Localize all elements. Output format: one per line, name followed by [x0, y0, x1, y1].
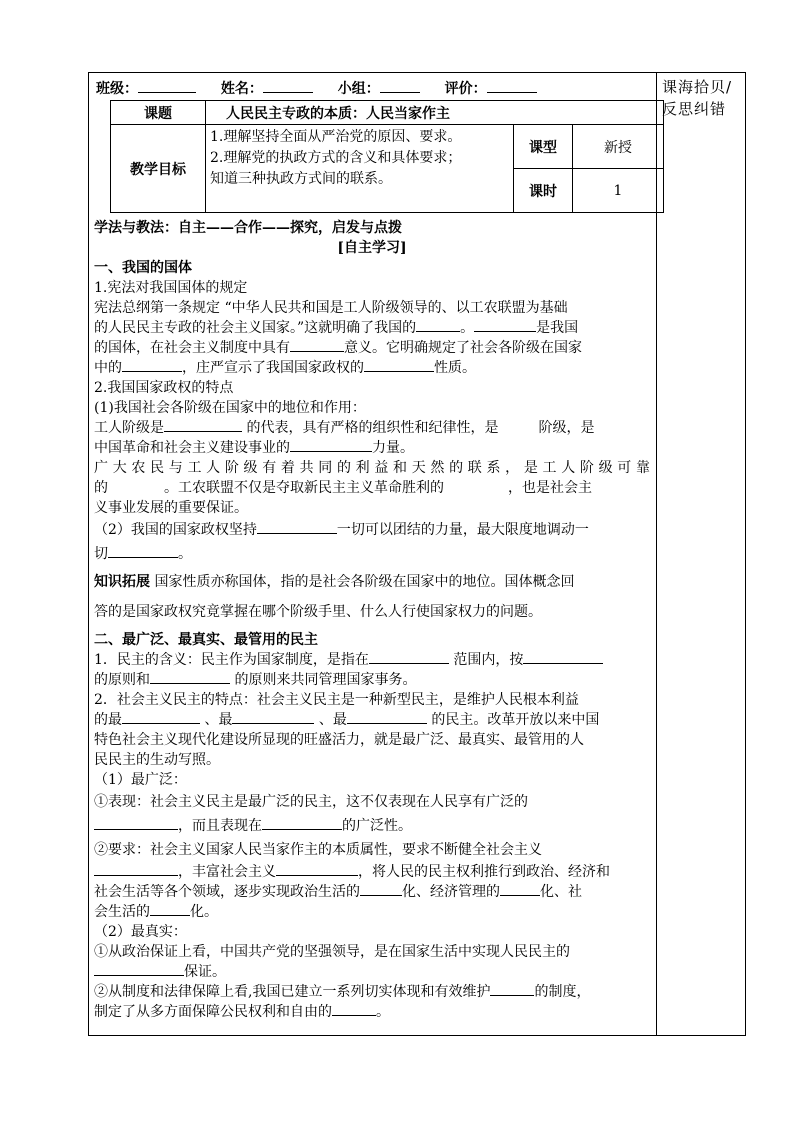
- s2-d2b: 的最 、最 、最 的民主。改革开放以来中国: [94, 712, 600, 728]
- blank[interactable]: [257, 520, 337, 534]
- blank[interactable]: [262, 816, 342, 830]
- type-value: 新授: [573, 125, 664, 169]
- blank[interactable]: [500, 882, 540, 896]
- s2-r2a: ②从制度和法律保障上看,我国已建立一系列切实体现和有效维护 的制度，: [94, 984, 591, 1000]
- goals-cell: [206, 125, 514, 213]
- blank[interactable]: [122, 358, 182, 372]
- knowledge-extension: 知识拓展 国家性质亦称国体，指的是社会各阶级在国家中的地位。国体概念回: [94, 574, 575, 590]
- hours-value: 1: [573, 169, 664, 213]
- blank[interactable]: [150, 902, 190, 916]
- blank[interactable]: [108, 544, 178, 558]
- blank[interactable]: [474, 318, 536, 332]
- s1-p1d: 中的 ，庄严宣示了我国国家政权的 性质。: [94, 360, 476, 376]
- side-column: [656, 72, 746, 1036]
- s1-p2e: 义事业发展的重要保证。: [94, 500, 248, 516]
- type-label: 课型: [514, 125, 573, 169]
- section-2-title: 二、最广泛、最真实、最管用的民主: [94, 632, 318, 648]
- blank[interactable]: [94, 816, 178, 830]
- hours-label: 课时: [514, 169, 573, 213]
- lesson-info-table: [110, 100, 664, 213]
- blank[interactable]: [94, 962, 184, 976]
- topic-value: 人民民主专政的本质：人民当家作主: [206, 101, 664, 125]
- s2-r-title: （2）最真实：: [94, 924, 187, 940]
- blank[interactable]: [290, 438, 372, 452]
- blank[interactable]: [290, 338, 344, 352]
- eval-label: 评价：: [444, 81, 487, 97]
- blank[interactable]: [164, 418, 242, 432]
- s1-p2d: 的 。工农联盟不仅是夺取新民主主义革命胜利的 ，也是社会主: [94, 480, 592, 496]
- s1-p1a: 宪法总纲第一条规定 “中华人民共和国是工人阶级领导的、以工农联盟为基础: [94, 300, 568, 316]
- s2-w1b: ，而且表现在 的广泛性。: [94, 814, 650, 838]
- header-row: [96, 78, 557, 98]
- blank[interactable]: [94, 862, 178, 876]
- name-label: 姓名：: [220, 81, 263, 97]
- blank[interactable]: [369, 650, 449, 664]
- s1-sub2: 2.我国国家政权的特点: [94, 380, 234, 396]
- s2-d1b: 的原则和 的原则来共同管理国家事务。: [94, 672, 417, 688]
- s2-w-title: （1）最广泛：: [94, 772, 187, 788]
- s2-w2c: 社会生活等各个领域，逐步实现政治生活的 化、经济管理的 化、社: [94, 884, 582, 900]
- blank[interactable]: [122, 710, 200, 724]
- s1-p3b: 切 。: [94, 546, 192, 562]
- blank[interactable]: [232, 710, 314, 724]
- topic-label: 课题: [111, 101, 206, 125]
- s1-p2a: 工人阶级是 的代表，具有严格的组织性和纪律性，是 阶级，是: [94, 420, 595, 436]
- name-blank[interactable]: [263, 80, 313, 93]
- blank[interactable]: [276, 862, 358, 876]
- blank[interactable]: [364, 358, 434, 372]
- s1-p3a: （2）我国的国家政权坚持 一切可以团结的力量，最大限度地调动一: [94, 522, 589, 538]
- goal-2: 2.理解党的执政方式的含义和具体要求；: [210, 150, 462, 166]
- s2-r1b: 保证。: [94, 962, 650, 982]
- s1-p2b: 中国革命和社会主义建设事业的 力量。: [94, 440, 414, 456]
- class-label: 班级：: [96, 81, 138, 97]
- blank[interactable]: [523, 650, 603, 664]
- s2-w2b: ，丰富社会主义 ，将人民的民主权利推行到政治、经济和: [94, 862, 650, 882]
- s1-p1b: 的人民民主专政的社会主义国家。”这就明确了我国的 。 是我国: [94, 320, 579, 336]
- group-blank[interactable]: [380, 80, 420, 93]
- goals-label: 教学目标: [111, 125, 206, 213]
- worksheet-content: [94, 218, 650, 1022]
- s2-w2a: ②要求：社会主义国家人民当家作主的本质属性，要求不断健全社会主义: [94, 842, 542, 858]
- section-1-title: 一、我国的国体: [94, 260, 192, 276]
- s2-r1a: ①从政治保证上看，中国共产党的坚强领导，是在国家生活中实现人民民主的: [94, 944, 570, 960]
- s1-p1c: 的国体，在社会主义制度中具有 意义。它明确规定了社会各阶级在国家: [94, 340, 582, 356]
- blank[interactable]: [490, 982, 534, 996]
- s2-w1a: ①表现：社会主义民主是最广泛的民主，这不仅表现在人民享有广泛的: [94, 794, 528, 810]
- blank[interactable]: [416, 318, 460, 332]
- s1-sub1: 1.宪法对我国国体的规定: [94, 280, 248, 296]
- side-column-title: 课海拾贝/反思纠错: [662, 78, 733, 118]
- s2-d1a: 1．民主的含义：民主作为国家制度，是指在 范围内，按: [94, 650, 650, 670]
- goal-3: 知道三种执政方式间的联系。: [210, 171, 392, 187]
- self-study-heading: [自主学习]: [337, 240, 407, 256]
- blank[interactable]: [347, 710, 427, 724]
- group-label: 小组：: [337, 81, 380, 97]
- class-blank[interactable]: [138, 80, 196, 93]
- s2-w2d: 会生活的 化。: [94, 904, 218, 920]
- eval-blank[interactable]: [487, 80, 537, 93]
- s1-sub2a: (1)我国社会各阶级在国家中的地位和作用：: [94, 400, 366, 416]
- s2-d2d: 民民主的生动写照。: [94, 752, 220, 768]
- blank[interactable]: [360, 882, 402, 896]
- s2-d2c: 特色社会主义现代化建设所显现的旺盛活力，就是最广泛、最真实、最管用的人: [94, 732, 584, 748]
- s2-r2b: 制定了从多方面保障公民权利和自由的 。: [94, 1004, 390, 1020]
- goal-1: 1.理解坚持全面从严治党的原因、要求。: [210, 129, 462, 145]
- method-line: 学法与教法：自主——合作——探究，启发与点拨: [94, 220, 402, 236]
- s1-p2c: 广大农民与工人阶级有着共同的利益和天然的联系，是工人阶级可靠: [94, 460, 650, 476]
- s2-d2a: 2．社会主义民主的特点：社会主义民主是一种新型民主，是维护人民根本利益: [94, 692, 579, 708]
- blank[interactable]: [150, 670, 230, 684]
- knowledge-extension-2: 答的是国家政权究竟掌握在哪个阶级手里、什么人行使国家权力的问题。: [94, 604, 542, 620]
- blank[interactable]: [332, 1002, 376, 1016]
